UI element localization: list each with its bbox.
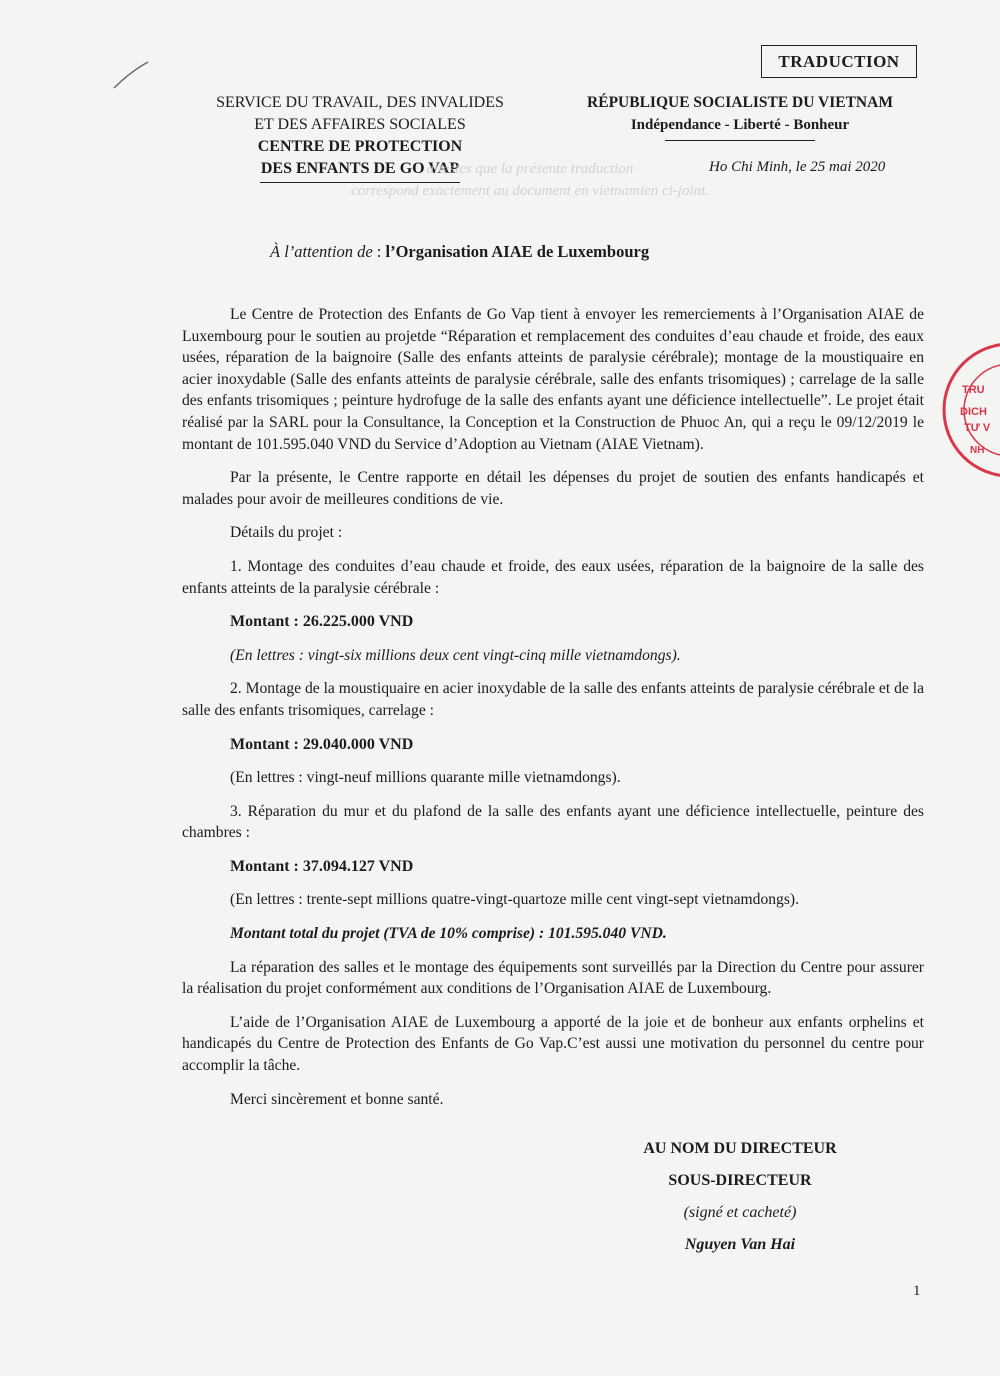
signature-block [560, 1133, 920, 1261]
translation-stamp: TRADUCTION [761, 45, 917, 78]
pen-mark-icon [112, 58, 152, 92]
republic-title: RÉPUBLIQUE SOCIALISTE DU VIETNAM [587, 94, 893, 111]
signature-on-behalf: AU NOM DU DIRECTEUR [643, 1140, 837, 1157]
paragraph-supervision: La réparation des salles et le montage des équipements sont surveillés par la Direction du Centre pour assurer la réalisation du projet conformément aux conditions de l’Organisation AIAE de Luxembourg. [182, 958, 924, 998]
total-amount: Montant total du projet (TVA de 10% comprise) : 101.595.040 VND. [230, 925, 667, 943]
amount-3-in-words: (En lettres : trente-sept millions quatre-vingt-quartoze mille cent vingt-sept vietnamdongs). [230, 891, 800, 909]
project-item-3: 3. Réparation du mur et du plafond de la salle des enfants ayant une déficience intellectuelle, peinture des chambres : [182, 802, 924, 842]
svg-text:TRU: TRU [962, 384, 985, 396]
project-item-1: 1. Montage des conduites d’eau chaude et froide, des eaux usées, réparation de la baignoire de la salle des enfants atteints de la paralysie cérébrale : [182, 557, 924, 597]
issuer-line-2: ET DES AFFAIRES SOCIALES [254, 116, 466, 133]
attention-colon: : [372, 242, 386, 261]
issuer-line-1: SERVICE DU TRAVAIL, DES INVALIDES [216, 94, 504, 111]
project-item-2: 2. Montage de la moustiquaire en acier inoxydable de la salle des enfants atteints de paralysie cérébrale et de la salle des enfants trisomiques, carrelage : [182, 680, 924, 719]
paragraph-intro: Le Centre de Protection des Enfants de Go Vap tient à envoyer les remerciements à l’Organisation AIAE de Luxembourg pour le soutien au projetde “Réparation et remplacement des conduites d’eau chaude et froide, des eaux usées, réparation de la baignoire (Salle des enfants atteints de paralysie cérébrale); montage de la moustiquaire en acier inoxydable (Salle des enfants atteints de paralysie cérébrale, salle des enfants trisomiques) ; carrelage de la salle des enfants trisomiques ; peinture hydrofuge de la salle des enfants ayant une déficience intellectuelle”. Le projet était réalisé par la SARL pour la Consultance, la Conception et la Construction de Phuoc An, qui a reçu le 09/12/2019 le montant de 101.595.040 VND du Service d’Adoption au Vietnam (AIAE Vietnam). [182, 306, 924, 453]
paragraph-report: Par la présente, le Centre rapporte en détail les dépenses du projet de soutien des enfants handicapés et malades pour avoir de meilleures conditions de vie. [182, 469, 924, 508]
national-header [560, 92, 920, 141]
motto-underline [665, 140, 815, 141]
amount-2: Montant : 29.040.000 VND [230, 735, 414, 753]
signature-title: SOUS-DIRECTEUR [668, 1172, 812, 1189]
show-through-certification [250, 158, 810, 202]
page-number: 1 [913, 1283, 921, 1299]
svg-text:NH: NH [970, 445, 985, 456]
letter-body [182, 304, 924, 1110]
signature-note: (signé et cacheté) [683, 1204, 797, 1221]
signatory-name: Nguyen Van Hai [684, 1236, 796, 1253]
amount-1: Montant : 26.225.000 VND [230, 613, 414, 631]
svg-text:TƯ V: TƯ V [964, 422, 991, 434]
amount-2-in-words: (En lettres : vingt-neuf millions quarante mille vietnamdongs). [230, 769, 621, 787]
closing-line: Merci sincèrement et bonne santé. [230, 1090, 444, 1108]
ghost-line-1: attestes que la présente traduction [426, 161, 634, 177]
attention-recipient: l’Organisation AIAE de Luxembourg [385, 242, 650, 261]
document-date: Ho Chi Minh, le 25 mai 2020 [709, 159, 886, 175]
ghost-line-2: correspond exactement au document en vietnamien ci-joint. [350, 183, 710, 199]
attention-prefix: À l’attention de [270, 242, 373, 261]
amount-1-in-words: (En lettres : vingt-six millions deux cent vingt-cinq mille vietnamdongs). [230, 646, 681, 664]
issuer-line-4: DES ENFANTS DE GO VAP [260, 160, 460, 177]
issuer-line-3: CENTRE DE PROTECTION [257, 138, 463, 155]
paragraph-thanks-impact: L’aide de l’Organisation AIAE de Luxembourg a apporté de la joie et de bonheur aux enfants orphelins et handicapés du Centre de Protection des Enfants de Go Vap.C’est aussi une motivation du personnel du centre pour accomplir la tâche. [182, 1013, 924, 1075]
project-details-heading: Détails du projet : [230, 524, 343, 542]
svg-text:DICH: DICH [960, 406, 987, 418]
national-motto: Indépendance - Liberté - Bonheur [630, 117, 850, 133]
attention-line [270, 242, 649, 262]
amount-3: Montant : 37.094.127 VND [230, 857, 414, 875]
translation-office-seal-icon [940, 335, 1000, 485]
